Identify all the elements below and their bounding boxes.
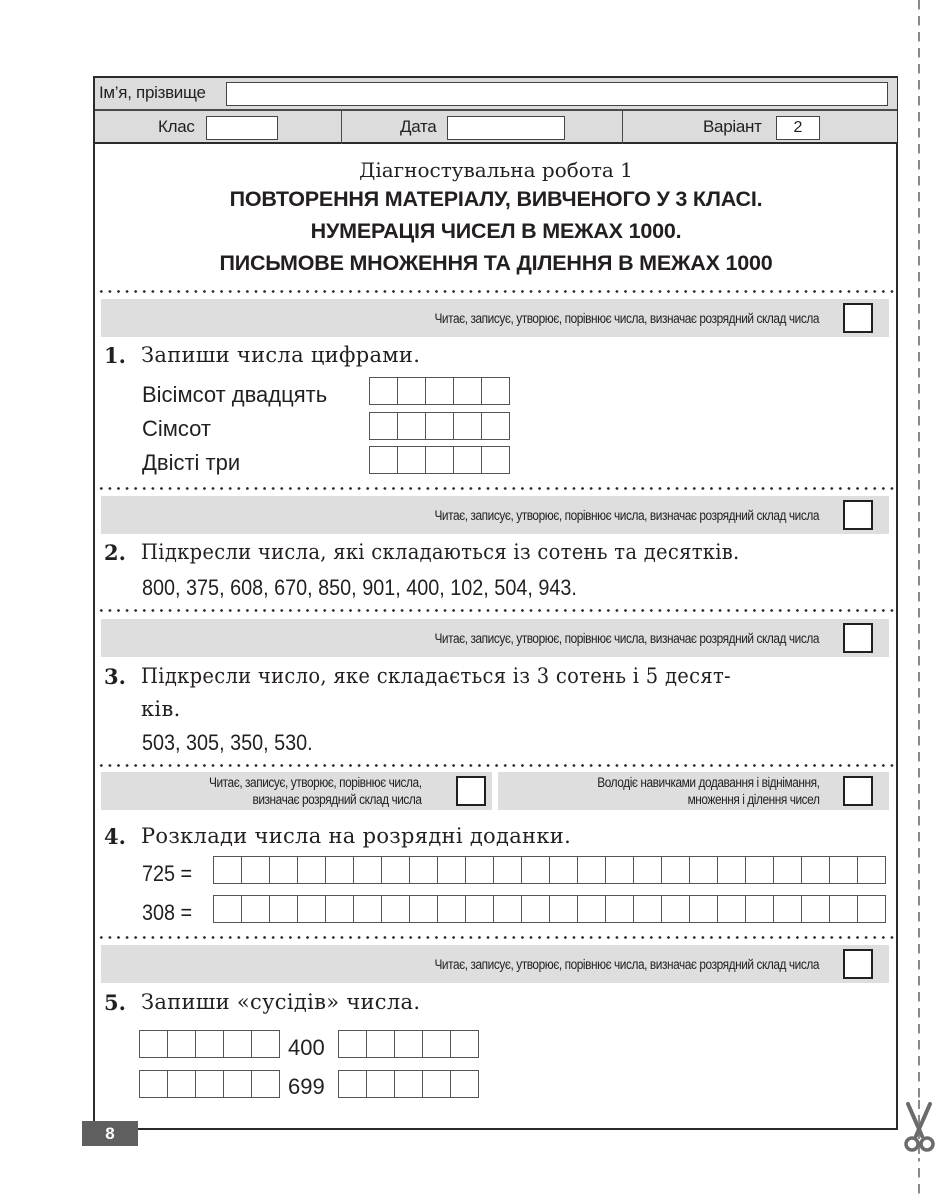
answer-cells-before[interactable] [139,1030,280,1058]
divider [622,111,623,144]
task2-numbers[interactable]: 800, 375, 608, 670, 850, 901, 400, 102, 504, 943. [142,575,577,600]
dotted-separator [97,609,895,612]
skill-text: Читає, записує, утворює, порівнює числа, визначає розрядний склад числа [209,775,422,807]
answer-cells[interactable] [213,856,886,884]
header-name-row [95,78,897,111]
task5-number: 699 [288,1074,325,1099]
worksheet-title-line1: ПОВТОРЕННЯ МАТЕРІАЛУ, ВИВЧЕНОГО У 3 КЛАСІ. [229,187,763,211]
name-field[interactable] [226,82,888,106]
score-box[interactable] [843,303,873,333]
score-box[interactable] [456,776,486,806]
answer-cells[interactable] [369,412,510,440]
class-label: Клас [158,117,195,136]
answer-cells-after[interactable] [338,1070,479,1098]
task-number: 1. [104,343,126,368]
skill-bar-task2 [101,496,889,534]
dotted-separator [97,290,895,293]
divider [341,111,342,144]
worksheet-title-line3: ПИСЬМОВЕ МНОЖЕННЯ ТА ДІЛЕННЯ В МЕЖАХ 1000 [219,251,773,275]
task-instruction: Розклади числа на розрядні доданки. [141,824,572,848]
answer-cells[interactable] [213,895,886,923]
variant-field[interactable] [776,116,820,140]
variant-value: 2 [793,119,803,136]
header-meta-row [95,111,897,144]
dotted-separator [97,764,895,767]
skill-bar-task1 [101,299,889,337]
skill-text: Володіє навичками додавання і віднімання, множення і ділення чисел [596,775,819,807]
score-box[interactable] [843,623,873,653]
worksheet-subtitle: Діагностувальна робота 1 [359,158,633,182]
score-box[interactable] [843,500,873,530]
task-instruction: Запиши числа цифрами. [141,343,421,367]
skill-bar-task3 [101,619,889,657]
task1-item-1: Вісімсот двадцять [142,382,328,407]
task3-numbers[interactable]: 503, 305, 350, 530. [142,730,313,755]
task-instruction-cont: ків. [141,697,181,721]
skill-text: Читає, записує, утворює, порівнює числа, визначає розрядний склад числа [434,630,819,646]
dotted-separator [97,487,895,490]
skill-text: Читає, записує, утворює, порівнює числа, визначає розрядний склад числа [434,956,819,972]
task-number: 3. [104,664,126,689]
scissors-icon [902,1100,938,1158]
task1-item-2: Сімсот [142,416,211,441]
class-field[interactable] [206,116,278,140]
variant-label: Варіант [703,117,762,136]
worksheet-title-line2: НУМЕРАЦІЯ ЧИСЕЛ В МЕЖАХ 1000. [310,219,682,243]
skill-text: Читає, записує, утворює, порівнює числа, визначає розрядний склад числа [434,310,819,326]
task-instruction: Підкресли числа, які складаються із сотень та десятків. [141,540,740,564]
task-number: 5. [104,990,126,1015]
name-label: Ім’я, прізвище [99,83,206,102]
skill-text: Читає, записує, утворює, порівнює числа, визначає розрядний склад числа [434,507,819,523]
date-field[interactable] [447,116,565,140]
score-box[interactable] [843,949,873,979]
skill-bar-task4-numbers [101,772,492,810]
score-box[interactable] [843,776,873,806]
skill-bar-task5 [101,945,889,983]
task1-item-3: Двісті три [142,450,241,475]
task-instruction: Запиши «сусідів» числа. [141,990,421,1014]
task5-number: 400 [288,1035,325,1060]
answer-cells[interactable] [369,446,510,474]
answer-cells[interactable] [369,377,510,405]
page-number: 8 [82,1121,138,1146]
date-label: Дата [400,117,437,136]
dotted-separator [97,936,895,939]
task-number: 4. [104,824,126,849]
task-number: 2. [104,540,126,565]
task4-row-label: 308 = [142,900,193,925]
task4-row-label: 725 = [142,861,193,886]
answer-cells-after[interactable] [338,1030,479,1058]
cut-line [918,0,920,1200]
answer-cells-before[interactable] [139,1070,280,1098]
skill-bar-task4-arith [498,772,889,810]
task-instruction: Підкресли число, яке складається із 3 сотень і 5 десят- [141,664,731,688]
